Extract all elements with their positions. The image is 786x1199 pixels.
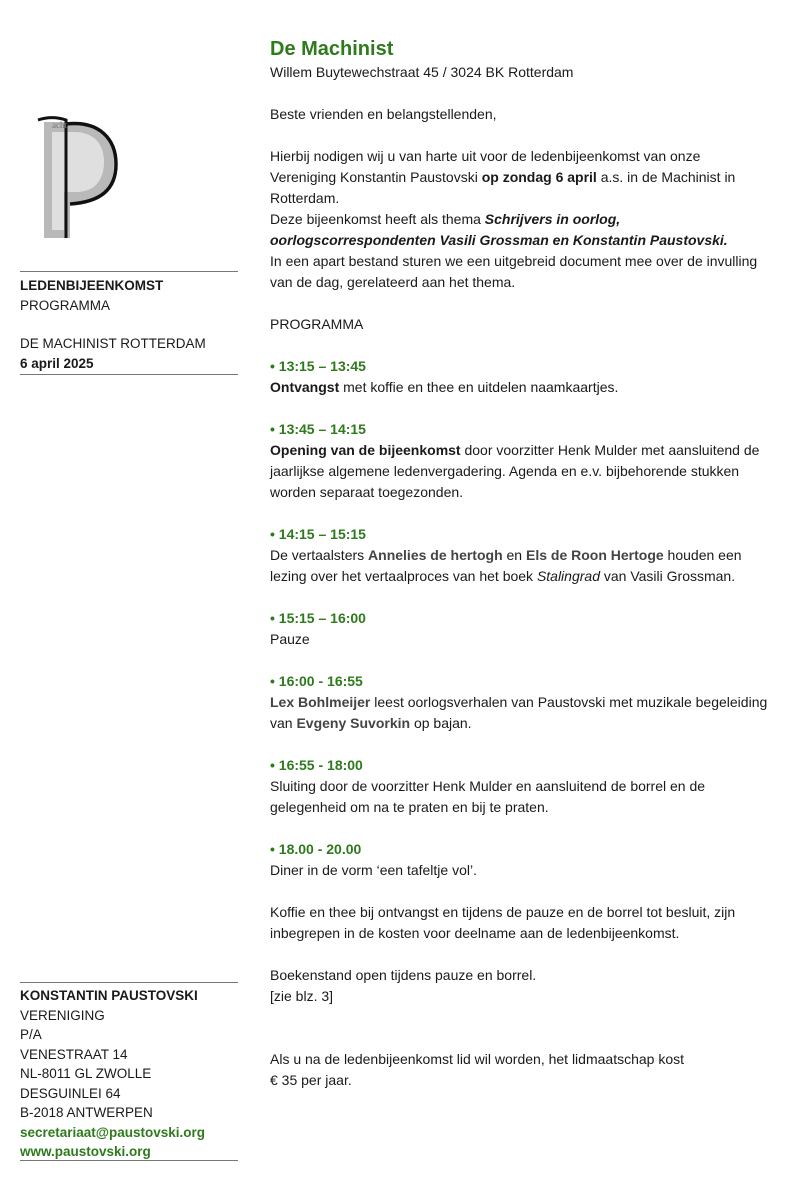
page-reference: [zie blz. 3] bbox=[270, 988, 334, 1004]
event-subtitle: PROGRAMMA bbox=[20, 297, 111, 313]
intro-text: Hierbij nodigen wij u van harte uit voor de ledenbijeenkomst van onze Vereniging Konstantin Paustovski bbox=[270, 148, 701, 185]
event-date: 6 april 2025 bbox=[20, 355, 94, 371]
program-text: Diner in de vorm ‘een tafeltje vol’. bbox=[270, 862, 477, 878]
program-item bbox=[270, 755, 770, 818]
program-text: De vertaalsters bbox=[270, 547, 369, 563]
program-time: • 16:00 - 16:55 bbox=[270, 673, 363, 689]
program-item bbox=[270, 608, 770, 650]
org-line: VERENIGING bbox=[20, 1007, 105, 1023]
org-email-link[interactable]: secretariaat@paustovski.org bbox=[20, 1124, 205, 1140]
speaker-name: Lex Bohlmeijer bbox=[270, 694, 371, 710]
program-text: houden een lezing over het vertaalproces van het boek bbox=[270, 547, 742, 584]
page-title: De Machinist bbox=[270, 38, 394, 60]
program-highlight: Ontvangst bbox=[270, 379, 340, 395]
program-text: en bbox=[502, 547, 526, 563]
program-text: van Vasili Grossman. bbox=[599, 568, 736, 584]
program-highlight: Opening van de bijeenkomst bbox=[270, 442, 461, 458]
speaker-name: Evgeny Suvorkin bbox=[296, 715, 411, 731]
membership-price: € 35 per jaar. bbox=[270, 1072, 352, 1088]
speaker-name: Annelies de hertogh bbox=[368, 547, 503, 563]
main-content bbox=[270, 36, 770, 1091]
org-line: DESGUINLEI 64 bbox=[20, 1085, 121, 1101]
sidebar-rule-mid bbox=[20, 374, 238, 375]
program-time: • 15:15 – 16:00 bbox=[270, 610, 366, 626]
theme-text: Deze bijeenkomst heeft als thema bbox=[270, 211, 485, 227]
sidebar-rule-org-top bbox=[20, 982, 238, 983]
program-text: leest oorlogsverhalen van Paustovski met muzikale begeleiding van bbox=[270, 694, 768, 731]
intro-text: a.s. in de Machinist in Rotterdam. bbox=[270, 169, 736, 206]
org-line: VENESTRAAT 14 bbox=[20, 1046, 128, 1062]
program-time: • 14:15 – 15:15 bbox=[270, 526, 366, 542]
program-time: • 13:15 – 13:45 bbox=[270, 358, 366, 374]
program-time: • 16:55 - 18:00 bbox=[270, 757, 363, 773]
document-note: In een apart bestand sturen we een uitgebreid document mee over de invulling van de dag, gerelateerd aan het thema. bbox=[270, 253, 758, 290]
program-text: Sluiting door de voorzitter Henk Mulder en aansluitend de borrel en de gelegenheid om na te praten en bij te praten. bbox=[270, 778, 706, 815]
program-text: Pauze bbox=[270, 631, 310, 647]
paustovski-p-logo-icon bbox=[30, 110, 120, 245]
theme-paragraph bbox=[270, 209, 770, 251]
bookstand-note: Boekenstand open tijdens pauze en borrel. bbox=[270, 967, 537, 983]
org-line: B-2018 ANTWERPEN bbox=[20, 1105, 153, 1120]
org-name: KONSTANTIN PAUSTOVSKI bbox=[20, 988, 198, 1003]
program-time: • 18.00 - 20.00 bbox=[270, 841, 362, 857]
venue-address: Willem Buytewechstraat 45 / 3024 BK Rotterdam bbox=[270, 64, 574, 80]
intro-paragraph bbox=[270, 146, 770, 209]
event-title: LEDENBIJEENKOMST bbox=[20, 278, 164, 293]
program-item bbox=[270, 356, 770, 398]
greeting: Beste vrienden en belangstellenden, bbox=[270, 106, 497, 122]
program-item bbox=[270, 419, 770, 503]
event-venue: DE MACHINIST ROTTERDAM bbox=[20, 336, 206, 351]
sidebar-rule-top bbox=[20, 271, 238, 272]
book-title: Stalingrad bbox=[536, 568, 600, 584]
membership-note: Als u na de ledenbijeenkomst lid wil worden, het lidmaatschap kost bbox=[270, 1051, 685, 1067]
program-item bbox=[270, 524, 770, 587]
program-item bbox=[270, 839, 770, 881]
program-item bbox=[270, 671, 770, 734]
costs-note: Koffie en thee bij ontvangst en tijdens de pauze en de borrel tot besluit, zijn inbegrepen in de kosten voor deelname aan de ledenbijeenkomst. bbox=[270, 904, 736, 941]
programma-heading: PROGRAMMA bbox=[270, 316, 364, 332]
org-line: NL-8011 GL ZWOLLE bbox=[20, 1066, 152, 1081]
event-block bbox=[20, 276, 238, 373]
program-time: • 13:45 – 14:15 bbox=[270, 421, 366, 437]
org-line: P/A bbox=[20, 1027, 42, 1042]
program-text: door voorzitter Henk Mulder met aansluitend de jaarlijkse algemene ledenvergadering. Agenda en e.v. bijbehorende stukken worden separaat toegezonden. bbox=[270, 442, 760, 500]
org-website-link[interactable]: www.paustovski.org bbox=[20, 1144, 151, 1159]
sidebar-rule-org-bottom bbox=[20, 1160, 238, 1161]
speaker-name: Els de Roon Hertoge bbox=[525, 547, 664, 563]
org-block bbox=[20, 986, 238, 1162]
theme-title: Schrijvers in oorlog, oorlogscorrespondenten Vasili Grossman en Konstantin Paustovski. bbox=[270, 211, 728, 248]
intro-date: op zondag 6 april bbox=[481, 169, 597, 185]
logo bbox=[30, 110, 120, 245]
program-text: op bajan. bbox=[410, 715, 472, 731]
program-text: met koffie en thee en uitdelen naamkaartjes. bbox=[339, 379, 619, 395]
logo-watermark-text: acht bbox=[52, 120, 67, 130]
